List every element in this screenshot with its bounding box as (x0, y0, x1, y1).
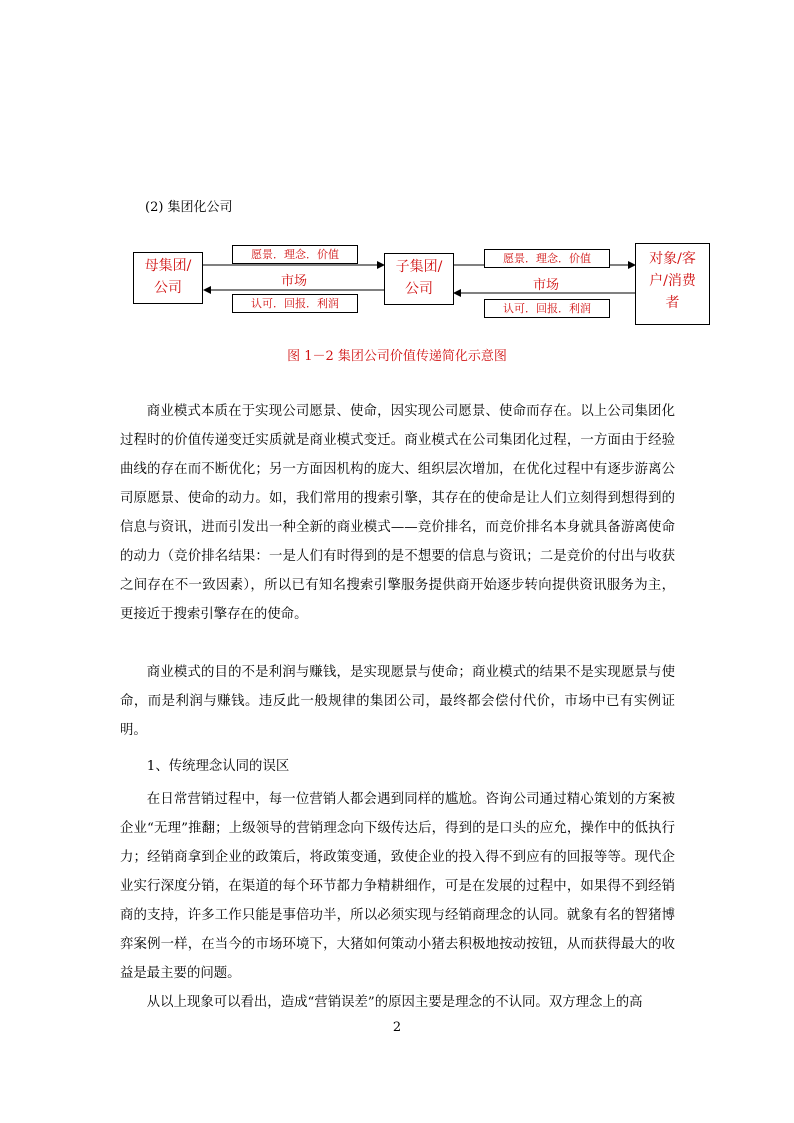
flow-arrows (0, 0, 794, 400)
section-heading: (2) 集团化公司 (145, 200, 233, 215)
paragraph-1: 商业模式本质在于实现公司愿景、使命，因实现公司愿景、使命而存在。以上公司集团化过程时的价值传递变迁实质就是商业模式变迁。商业模式在公司集团化过程，一方面由于经验曲线的存在而不断优化；另一方面因机构的庞大、组织层次增加，在优化过程中有逐步游离公司原愿景、使命的动力。如，我们常用的搜索引擎，其存在的使命是让人们立刻得到想得到的信息与资讯，进而引发出一种全新的商业模式——竞价排名，而竞价排名本身就具备游离使命的动力（竞价排名结果：一是人们有时得到的是不想要的信息与资讯；二是竞价的付出与收获之间存在不一致因素），所以已有知名搜索引擎服务提供商开始逐步转向提供资讯服务为主，更接近于搜索引擎存在的使命。 (120, 404, 675, 622)
page-number: 2 (392, 1020, 402, 1035)
box-customer (635, 243, 710, 325)
box-child-company (384, 253, 454, 305)
label-vision-right: 愿景．理念．价值 (484, 249, 610, 268)
paragraph-4: 从以上现象可以看出，造成“营销误差”的原因主要是理念的不认同。双方理念上的高 (146, 995, 643, 1010)
box-parent-line2: 公司 (154, 280, 182, 296)
label-return-left: 认可．回报．利润 (232, 294, 358, 313)
label-return-right: 认可．回报．利润 (484, 299, 610, 318)
label-vision-left: 愿景．理念．价值 (232, 245, 358, 264)
box-customer-line2: 户/消费 (649, 273, 696, 289)
box-parent-company (133, 252, 203, 304)
subheading-1: 1、传统理念认同的误区 (146, 759, 290, 774)
label-market-right: 市场 (532, 278, 559, 293)
box-customer-line1: 对象/客 (649, 251, 696, 267)
paragraph-3: 在日常营销过程中，每一位营销人都会遇到同样的尴尬。咨询公司通过精心策划的方案被企业“无理”推翻；上级领导的营销理念向下级传达后，得到的是口头的应允，操作中的低执行力；经销商拿到企业的政策后，将政策变通，致使企业的投入得不到应有的回报等等。现代企业实行深度分销，在渠道的每个环节都力争精耕细作，可是在发展的过程中，如果得不到经销商的支持，许多工作只能是事倍功半，所以必须实现与经销商理念的认同。就象有名的智猪博弈案例一样，在当今的市场环境下，大猪如何策动小猪去积极地按动按钮，从而获得最大的收益是最主要的问题。 (120, 792, 675, 981)
box-customer-line3: 者 (665, 295, 680, 311)
box-child-line2: 公司 (405, 281, 433, 297)
box-parent-line1: 母集团/ (144, 258, 192, 274)
label-market-left: 市场 (280, 274, 307, 289)
figure-caption: 图 1－2 集团公司价值传递简化示意图 (287, 349, 507, 364)
box-child-line1: 子集团/ (395, 259, 443, 275)
paragraph-2: 商业模式的目的不是利润与赚钱，是实现愿景与使命；商业模式的结果不是实现愿景与使命，而是利润与赚钱。违反此一般规律的集团公司，最终都会偿付代价，市场中已有实例证明。 (120, 665, 675, 738)
